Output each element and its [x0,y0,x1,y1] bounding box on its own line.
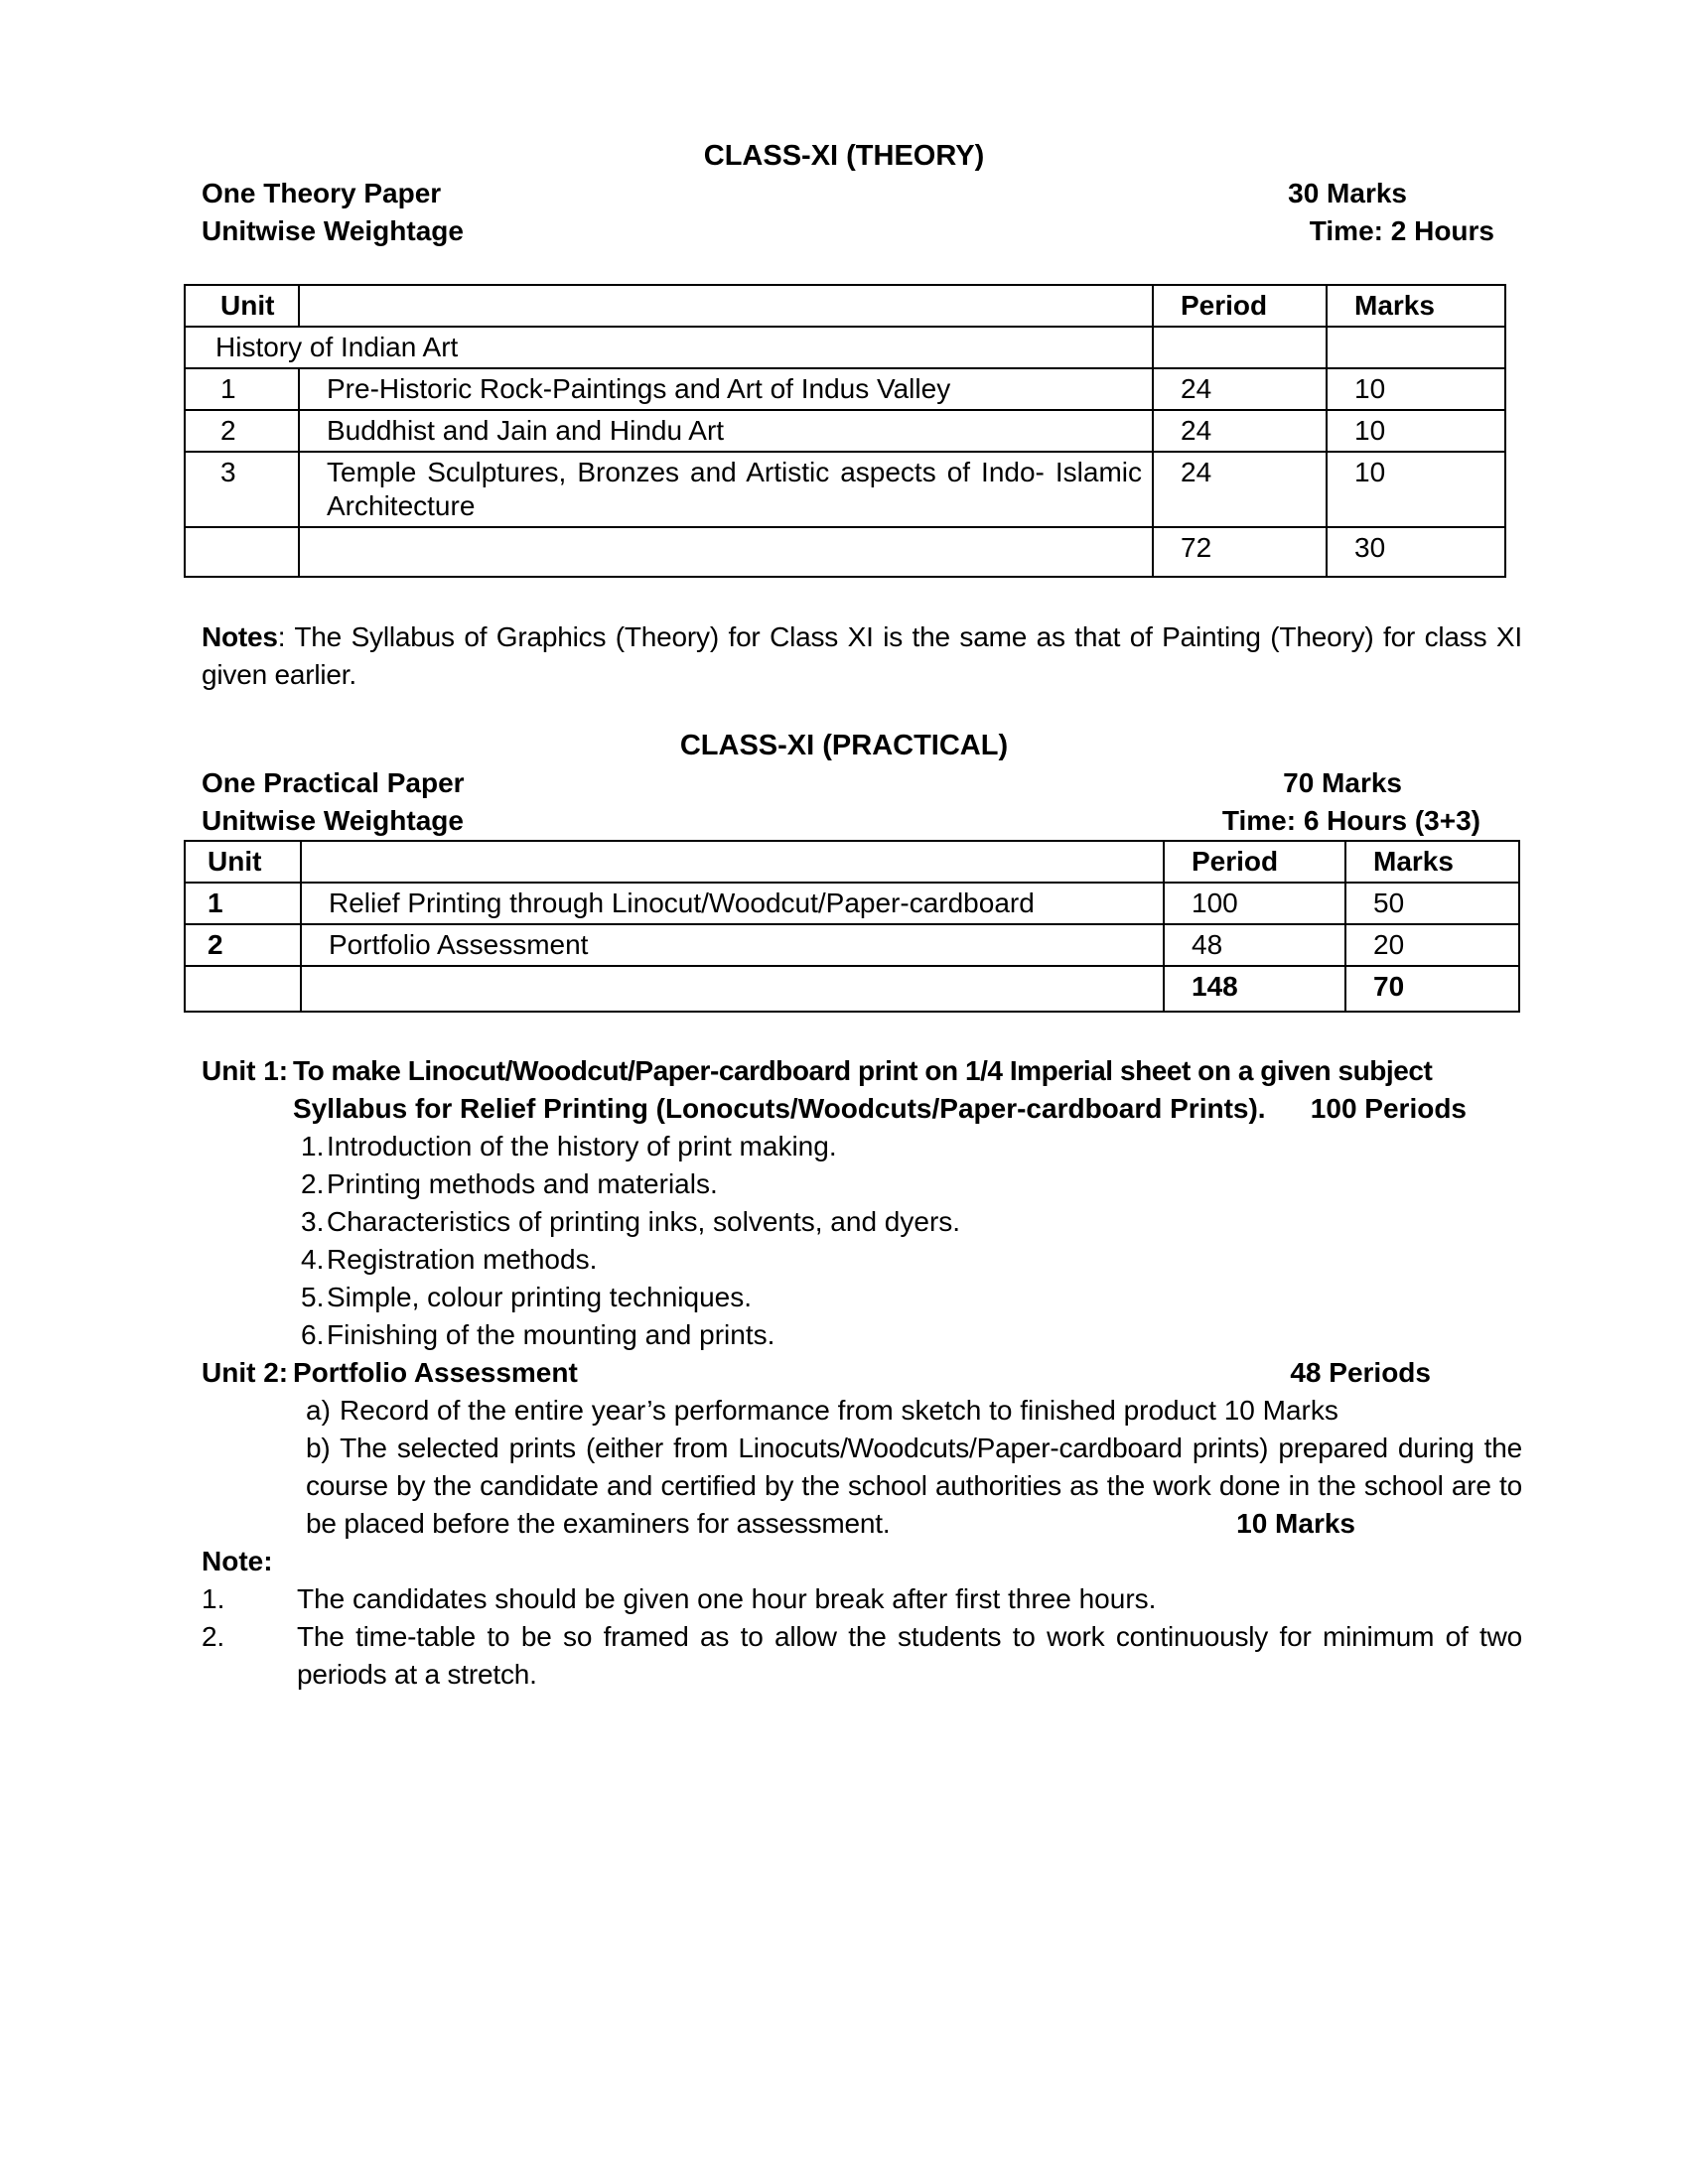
practical-header-desc-empty [301,841,1164,883]
note-label: Note: [202,1546,273,1576]
theory-total-row [185,527,1505,577]
theory-marks-value: 30 Marks [1288,178,1407,208]
theory-row3-period: 24 [1153,452,1327,527]
list-item-number: 4. [301,1244,325,1275]
practical-row-2 [185,924,1519,966]
practical-total-marks: 70 [1345,966,1519,1012]
note-item-number: 2. [202,1621,224,1652]
practical-row2-desc: Portfolio Assessment [301,924,1164,966]
theory-row1-desc: Pre-Historic Rock-Paintings and Art of Indus Valley [299,368,1153,410]
note-item-number: 1. [202,1583,225,1614]
item-a-text: Record of the entire year’s performance from sketch to finished product 10 Marks [340,1395,1338,1426]
note-item-text: The candidates should be given one hour break after first three hours. [297,1583,1157,1614]
practical-row2-period: 48 [1164,924,1345,966]
practical-row2-marks: 20 [1345,924,1519,966]
list-item-text: Simple, colour printing techniques. [327,1282,753,1312]
theory-row3-marks: 10 [1327,452,1505,527]
practical-table-header-row [185,841,1519,883]
theory-paper-row [202,175,1522,212]
empty-cell [1153,327,1327,368]
list-item [293,1241,1522,1279]
note-item-text: The time-table to be so framed as to allow the students to work continuously for minimum of two periods at a stretch. [297,1621,1522,1690]
list-item-number: 3. [301,1206,325,1237]
list-item [293,1165,1522,1203]
practical-row-1 [185,883,1519,924]
practical-paper-row [202,764,1522,802]
practical-total-period: 148 [1164,966,1345,1012]
theory-row3-desc: Temple Sculptures, Bronzes and Artistic aspects of Indo- Islamic Architecture [299,452,1153,527]
theory-row-1 [185,368,1505,410]
theory-paper-label: One Theory Paper [202,178,442,208]
theory-row-3 [185,452,1505,527]
list-item [293,1203,1522,1241]
theory-time-value: Time: 2 Hours [1309,215,1494,246]
theory-row2-desc: Buddhist and Jain and Hindu Art [299,410,1153,452]
unit1-section [202,1052,1522,1354]
unit1-syllabus-text: Syllabus for Relief Printing (Lonocuts/Woodcuts/Paper-cardboard Prints). [293,1093,1266,1124]
practical-weightage-label: Unitwise Weightage [202,805,464,836]
unit1-heading-line1: To make Linocut/Woodcut/Paper-cardboard print on 1/4 Imperial sheet on a given subject [293,1055,1433,1086]
practical-table [184,840,1520,1013]
list-item [293,1316,1522,1354]
unit2-heading: Portfolio Assessment [293,1357,578,1388]
unit1-label: Unit 1: [202,1055,289,1086]
theory-weightage-label: Unitwise Weightage [202,215,464,246]
practical-header-period: Period [1164,841,1345,883]
list-item-text: Introduction of the history of print making. [327,1131,837,1161]
practical-row2-unit: 2 [185,924,301,966]
note-item-1 [202,1580,1522,1618]
unit1-heading-line2 [293,1090,1522,1128]
practical-title: CLASS-XI (PRACTICAL) [679,730,1009,761]
theory-header-desc-empty [299,285,1153,327]
theory-header-period: Period [1153,285,1327,327]
theory-weightage-row [202,212,1522,250]
theory-table-header-row [185,285,1505,327]
theory-row-2 [185,410,1505,452]
item-b-text: b) The selected prints (either from Linocuts/Woodcuts/Paper-cardboard prints) prepared during the course by the candidate and certified by the school authorities as the work done in the school are to be placed before the examiners for assessment. [306,1433,1522,1539]
list-item-number: 5. [301,1282,325,1312]
empty-cell [1327,327,1505,368]
theory-row1-marks: 10 [1327,368,1505,410]
list-item-number: 1. [301,1131,325,1161]
theory-header-unit: Unit [185,285,299,327]
practical-total-row [185,966,1519,1012]
practical-row1-marks: 50 [1345,883,1519,924]
list-item [293,1279,1522,1316]
notes-text: : The Syllabus of Graphics (Theory) for Class XI is the same as that of Painting (Theory) for class XI given earlier. [202,621,1522,690]
practical-row1-desc: Relief Printing through Linocut/Woodcut/Paper-cardboard [301,883,1164,924]
unit2-item-a [306,1392,1522,1430]
practical-row1-period: 100 [1164,883,1345,924]
theory-total-period: 72 [1153,527,1327,577]
theory-row2-period: 24 [1153,410,1327,452]
unit2-body [202,1392,1522,1543]
list-item-text: Registration methods. [327,1244,598,1275]
practical-header-marks: Marks [1345,841,1519,883]
unit2-heading-row [202,1354,1522,1392]
practical-weightage-row [202,802,1522,840]
practical-header-unit: Unit [185,841,301,883]
list-item-number: 2. [301,1168,325,1199]
practical-marks-value: 70 Marks [1283,767,1402,798]
notes-label: Notes [202,621,278,652]
unit2-item-b [306,1430,1522,1543]
note-item-2 [202,1618,1522,1694]
theory-row1-period: 24 [1153,368,1327,410]
theory-title: CLASS-XI (THEORY) [703,140,985,172]
list-item-text: Finishing of the mounting and prints. [327,1319,775,1350]
practical-time-value: Time: 6 Hours (3+3) [1221,805,1480,836]
list-item-number: 6. [301,1319,325,1350]
item-b-marks-value: 10 Marks [1236,1508,1355,1539]
practical-row1-unit: 1 [185,883,301,924]
empty-cell [185,966,301,1012]
unit1-periods-value: 100 Periods [1310,1093,1467,1124]
unit2-label: Unit 2: [202,1357,289,1388]
unit1-block [202,1052,1522,1354]
empty-cell [301,966,1164,1012]
unit2-periods-value: 48 Periods [1290,1357,1431,1388]
theory-row2-marks: 10 [1327,410,1505,452]
theory-row3-unit: 3 [185,452,299,527]
theory-total-marks: 30 [1327,527,1505,577]
theory-group-label: History of Indian Art [185,327,1153,368]
practical-paper-label: One Practical Paper [202,767,465,798]
theory-notes [202,618,1522,694]
empty-cell [299,527,1153,577]
unit1-topic-list [293,1128,1522,1354]
theory-group-row [185,327,1505,368]
empty-cell [185,527,299,577]
list-item-text: Characteristics of printing inks, solvents, and dyers. [327,1206,961,1237]
list-item [293,1128,1522,1165]
item-a-marker: a) [306,1395,331,1426]
theory-row2-unit: 2 [185,410,299,452]
theory-table [184,284,1506,578]
list-item-text: Printing methods and materials. [327,1168,718,1199]
theory-row1-unit: 1 [185,368,299,410]
theory-header-marks: Marks [1327,285,1505,327]
unit2-section [202,1354,1522,1543]
